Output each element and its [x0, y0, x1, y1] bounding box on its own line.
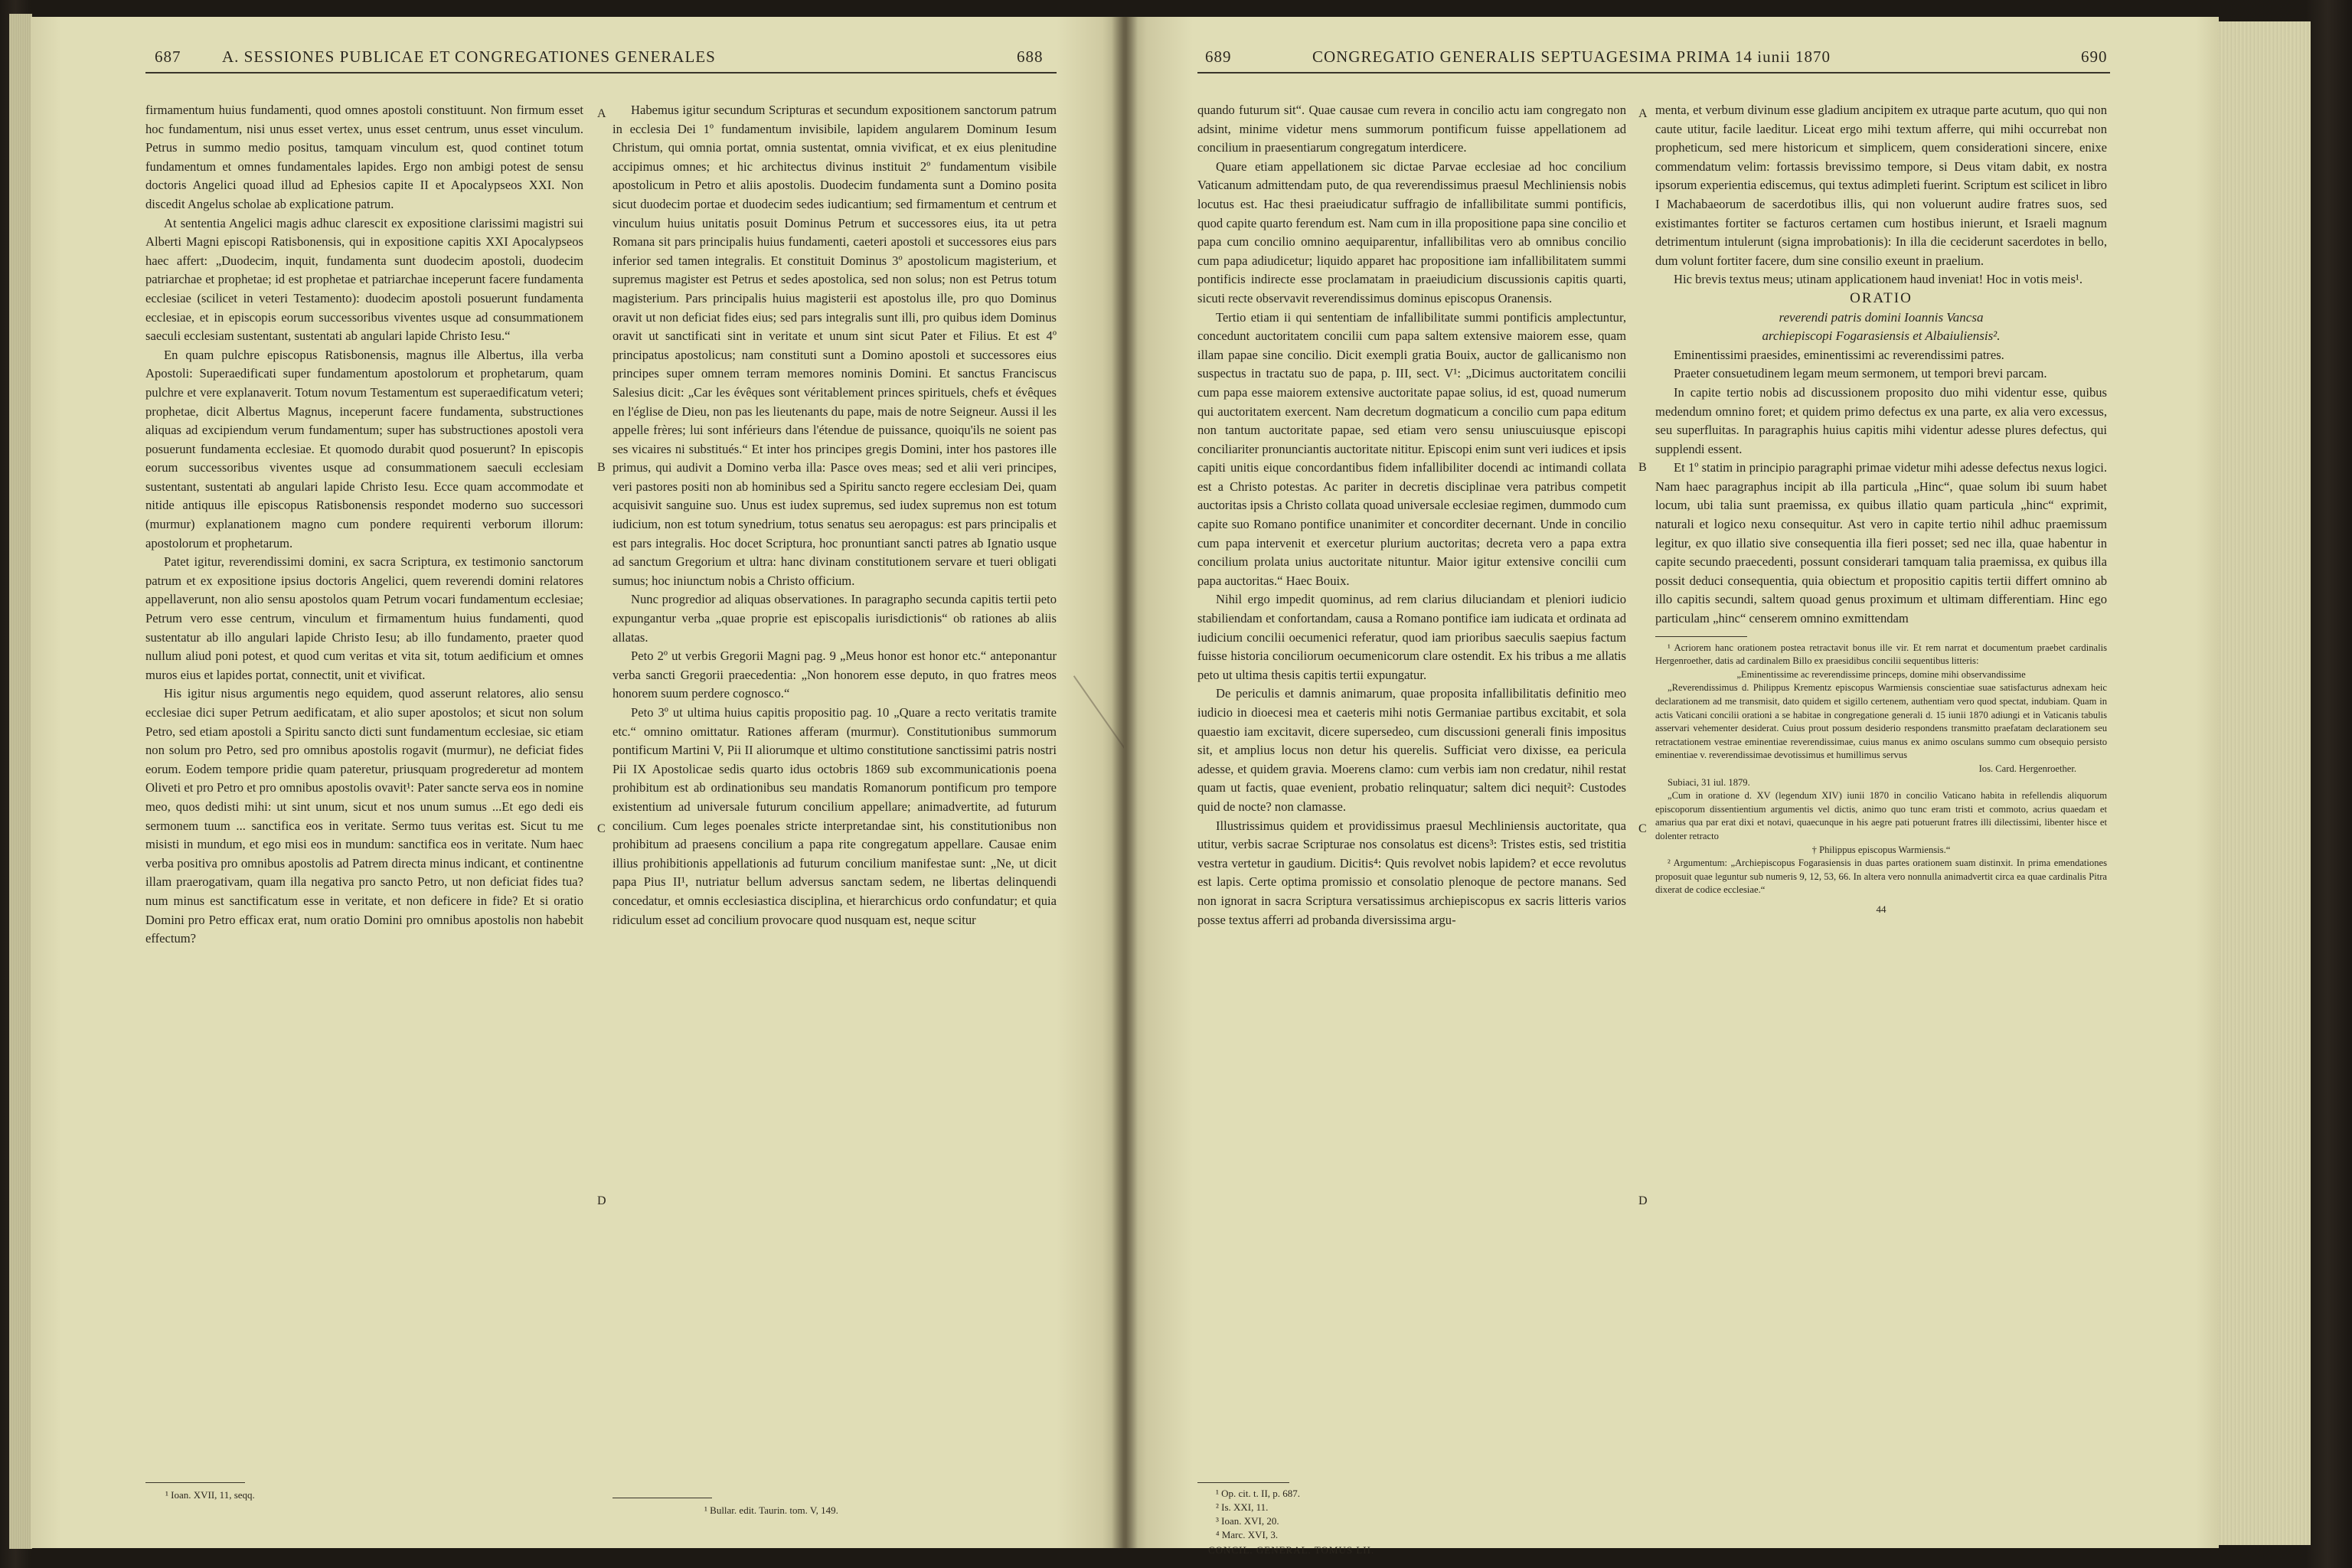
footnote: „Cum in oratione d. XV (legendum XIV) iunii 1870 in concilio Vaticano habita in refellendis aliquorum episcoporum dissentientium argumentis vel dictis, animo quo tunc eram tristi et commoto, acrius quaedam et amarius qua par erat dixi et notavi, quaecunque in his aegre pati potuerunt fratres illi dilectissimi, libenter hisce et dolenter retracto [1655, 790, 2107, 841]
left-column-1 [145, 101, 583, 949]
paragraph: De periculis et damnis animarum, quae proposita infallibilitatis definitio meo iudicio in dioecesi mea et caeteris mihi notis Germaniae partibus excitabit, et sola quaestio iam excitavit, dicere supersedeo, cum discussioni generali finis impositus sit, et amplius locus non detur his querelis. Sufficiat vero dixisse, ea pericula adesse, et quidem gravia. Moerens clamo: cum verbis iam non credatur, nihil restat quam ut factis, quae evenient, probatio relinquatur; saltem dici nequit²: Custodes quid de nocte? non clamasse. [1197, 686, 1626, 814]
margin-letter-b: B [1638, 461, 1647, 474]
left-col1-footnote-rule [145, 1482, 245, 1483]
footnote: ⁴ Marc. XVI, 3. [1216, 1529, 1279, 1540]
right-page-number-2: 690 [2081, 47, 2108, 66]
margin-letter-c: C [597, 822, 606, 835]
left-col2-footnote: ¹ Bullar. edit. Taurin. tom. V, 149. [704, 1504, 838, 1516]
right-column-2 [1579, 101, 2107, 920]
oratio-subheading-1: reverendi patris domini Ioannis Vancsa [1779, 309, 1984, 325]
margin-letter-a: A [1638, 107, 1648, 120]
paragraph: Quare etiam appellationem sic dictae Parvae ecclesiae ad hoc concilium Vaticanum admittendam puto, de qua reverendissimus praesul Mechliniensis nobis locutus est. Hac thesi praeiudicatur suffragio de infallibilitate summi pontificis, quod capite quarto ferendum est. Nam cum in illa propositione papa sine concilio et papa cum concilio omnino aequiparentur, infallibilitas vero ab omnibus concilio cum papa adiudicetur; liquido apparet hac propositione iam infallibilitatem summi pontificis indirecte esse proclamatam in praeiudicium discussionis capitis quarti, sicuti recte observavit reverendissimus dominus episcopus Oranensis. [1197, 158, 1626, 305]
left-head-rule [145, 72, 1057, 74]
right-page-edges [2219, 21, 2311, 1545]
left-page-number-2: 688 [1017, 47, 1044, 66]
paragraph: Peto 2º ut verbis Gregorii Magni pag. 9 „Meus honor est honor etc.“ anteponantur verba sancti Gregorii praecedentia: „Non honorem esse deputo, in quo fratres meos honorem suum perdere cognosco.“ [612, 648, 1057, 701]
paragraph: Hic brevis textus meus; utinam applicationem haud inveniat! Hoc in votis meis¹. [1674, 272, 2083, 287]
footnote: „Reverendissimus d. Philippus Krementz episcopus Warmiensis conscientiae suae satisfacturus adnexam heic declarationem ad me transmisit, dato quidem et sigillo certenem, authentiam vero quod spectat, indubiam. Quam in actis Vaticani concilii orationi a se habitae in congregatione generali d. 15 iunii 1870 adiungi et in Vaticanis tabulis asservari vehementer desiderat. Cuius prout possum desiderio respondens transmitto praefatam declarationem seu retractationem vestrae eminentiae reverendissimae, cuius manus ex animo osculans summo cum obsequio persisto eminentiae v. reverendissimae devotissimus et humillimus servus [1655, 682, 2107, 761]
margin-letter-a: A [597, 107, 606, 120]
footnote-signature: Ios. Card. Hergenroether. [1978, 763, 2076, 774]
paragraph: Habemus igitur secundum Scripturas et secundum expositionem sanctorum patrum in ecclesia Dei 1º fundamentum invisibile, lapidem angularem Dominum Iesum Christum, qui omnia portat, omnia sustentat, omnia vivificat, et ex eius plenitudine accipimus omnes; et hic architectus divinus instituit 2º fundamentum visibile apostolicum in Petro et aliis apostolis. Duodecim fundamenta sunt a Domino posita sicut duodecim portae et duodecim sedes iudicantium; sed firmamentum et centrum et vinculum huius unitatis posuit Dominus Petrum et successores eius, ita ut petra Romana sit pars principalis huius fundamenti, caeteri apostoli et successores eius pars inferior sed tamen integralis. Et constituit Dominus 3º apostolicum magisterium, et supremus magister est Petrus et sedes apostolica, sed non solus; non est Petrus totum magisterium. Pars principalis huius magisterii est apostolus ille, pro quo Dominus oravit ut non deficiat fides eius; sed pars integralis sunt illi, pro quibus idem Dominus oravit ut sanctificati sint in veritate et unum sint sicut Pater et Filius. Et est 4º principatus apostolicus; nam constituti sunt a Domino apostoli et successores eius principes super omnem terram memores nominis Domini. Et sanctus Franciscus Salesius dicit: „Car les évêques sont véritablement princes spirituels, chefs et évêques en l'église de Dieu, non pas les lieutenants du pape, mais de notre Seigneur. Aussi il les appelle frères; lui sont inférieurs dans l'étendue de puissance, quoiqu'ils ne soient pas ses vicaires ni substitués.“ Et inter hos principes gregis Domini, inter hos pastores ille primus, qui audivit a Domino verba illa: Pasce oves meas; sed et alii veri principes, veri pastores positi non ab hominibus sed a Spiritu sancto regere ecclesiam Dei, quam acquisivit sanguine suo. Unus est iudex supremus, sed iudex supremus non est totum iudicium, non est totum synedrium, totus senatus seu aeropagus: est pars principalis et est pars integralis. Hoc docet Scriptura, hoc pronuntiant sancti patres ab Ignatio usque ad sanctum Gregorium et ultra: hanc divinam constitutionem servare et tueri obligati sumus; hoc iniunctum nobis a Christo officium. [612, 103, 1057, 588]
paragraph: Praeter consuetudinem legam meum sermonem, ut tempori brevi parcam. [1674, 366, 2047, 381]
paragraph: quando futurum sit“. Quae causae cum revera in concilio actu iam congregato non adsint, minime videtur mens summorum pontificum fuisse appellationem ad concilium in praesentiarum congregatum interdicere. [1197, 103, 1626, 155]
right-column-1 [1197, 101, 1626, 929]
right-page-number-1: 689 [1205, 47, 1232, 66]
right-col1-footnotes [1216, 1487, 1300, 1542]
footnote-date: Subiaci, 31 iul. 1879. [1668, 776, 1750, 788]
paragraph: firmamentum huius fundamenti, quod omnes apostoli constituunt. Non firmum esset hoc fundamentum, nisi unus esset vertex, unus esset centrum, unus esset vinculum. Petrus in summo medio positus, tamquam vinculum est, quod continet totum fundamentum et omnes fundamentales lapides. Ergo non ambigi potest de sensu doctoris Angelici quoad illud ad Ephesios capite II et Apocalypseos XXI. Non discedit Angelus scholae ab explicatione patrum. [145, 103, 583, 211]
footnote: ² Is. XXI, 11. [1216, 1501, 1269, 1513]
sheet-number: 44 [1876, 903, 1886, 915]
paragraph: At sententia Angelici magis adhuc clarescit ex expositione clarissimi magistri sui Alberti Magni episcopi Ratisbonensis, qui in expositione capitis XXI Apocalypseos haec affert: „Duodecim, inquit, fundamenta sunt duodecim apostoli, duodecim patriarchae et prophetae; id est prophetae et patriarchae inceperunt facere fundamenta ecclesiae (scilicet in veteri Testamento): duodecim apostoli posuerunt fundamenta ecclesiae, et in episcopis eorum successoribus viventes usque ad consummationem saeculi ecclesiam sustentant, sustentati ab angulari lapide Christo Iesu.“ [145, 215, 583, 344]
paragraph: Peto 3º ut ultima huius capitis propositio pag. 10 „Quare a recto veritatis tramite etc.“ omnino omittatur. Rationes afferam (murmur). Constitutionibus summorum pontificum Martini V, Pii II aliorumque et ultimo constitutione sanctissimi patris nostri Pii IX Apostolicae sedis quarto idus octobris 1869 sub excommunicationis poena prohibitum est ab ordinationibus seu mandatis Romanorum pontificum pro tempore existentium ad universale futurum concilium appellare; animadvertite, ad futurum concilium. Cum leges poenales stricte interpretandae sint, his constitutionibus non prohibitum ad praesens concilium a papa rite congregatum appellare. Causae enim illius prohibitionis appellationis ad futurum concilium manifestae sunt: „Ne, ut dicit papa Pius II¹, nutriatur bellum adversus sanctam sedem, ne libertas delinquendi concedatur, et omnis ecclesiastica disciplina, et hierarchicus ordo confundatur; et quia ridiculum esset ad concilium provocare quod nusquam est, neque scitur [612, 705, 1057, 927]
footnote: ¹ Op. cit. t. II, p. 687. [1216, 1488, 1301, 1499]
footnote: ² Argumentum: „Archiepiscopus Fogarasiensis in duas partes orationem suam distinxit. In prima emendationes proposuit quae leguntur sub numeris 9, 12, 53, 66. In altera vero nonnulla animadvertit circa ea quae cardinalis Pitra dixerat de codice ecclesiae.“ [1655, 858, 2107, 896]
margin-letter-d: D [597, 1194, 606, 1207]
right-running-title: CONGREGATIO GENERALIS SEPTUAGESIMA PRIMA 14 iunii 1870 [1312, 47, 1831, 66]
paragraph: Tertio etiam ii qui sententiam de infallibilitate summi pontificis amplectuntur, concedunt auctoritatem concilii cum papa saltem extensive maiorem esse, quam illam papae sine concilio. Dicit exempli gratia Bouix, auctor de gallicanismo non suspectus in tractatu suo de papa, p. III, sect. V¹: „Dicimus auctoritatem concilii cum papa esse maiorem extensive auctoritate papae solius, id est, quoad numerum qui auctoritatem exercent. Nam decretum dogmaticum a concilio cum papa editum non tantum auctoritate papae, sed etiam vero sensu uniuscuiusque episcopi conciliariter pronunciantis auctoritate nititur. Episcopi enim sunt veri iudices et ipsis capiti unitis eique concordantibus fidem infallibiliter docendi ac intimandi collata est a Christo potestas. Ac pariter in decretis disciplinae vera patribus competit auctoritas ipsis a Christo collata quoad universale ecclesiae regimen, dummodo cum capite suo Romano pontifice unanimiter et concorditer decernant. Unde in concilio cum papa intervenit et exercetur plurium auctoritas; decreta vero a papa extra concilium prolata unius auctoritate nituntur. Maior igitur extensive concilii cum papa auctoritas.“ Haec Bouix. [1197, 309, 1626, 588]
right-head-rule [1197, 72, 2110, 74]
paragraph: Nunc progredior ad aliquas observationes. In paragrapho secunda capitis tertii peto expungantur verba „quae proprie est episcopalis iurisdictionis“ ob rationes ab aliis allatas. [612, 592, 1057, 645]
footnote: ¹ Acriorem hanc orationem postea retractavit bonus ille vir. Et rem narrat et documentum praebet cardinalis Hergenroether, datis ad cardinalem Billo ex praesidibus concilii sequentibus litteris: [1655, 642, 2107, 667]
right-col1-footnote-rule [1197, 1482, 1289, 1483]
oratio-subheading-2: archiepiscopi Fogarasiensis et Albaiuliensis². [1762, 328, 2001, 344]
paragraph: Illustrissimus quidem et providissimus praesul Mechliniensis auctoritate, qua utitur, verbis sacrae Scripturae nos consolatus est dicens³: Tristes estis, sed tristitia vestra vertetur in gaudium. Dicitis⁴: Quis revolvet nobis lapidem? et ecce revolutus est lapis. Certe optima promissio et consolatio plenoque de pectore manans. Sed non ignorat in sacra Scriptura versatissimus archiepiscopus ex sacris litteris varios posse textus afferri ad probanda diversissima argu- [1197, 818, 1626, 927]
margin-letter-d: D [1638, 1194, 1648, 1207]
margin-letter-c: C [1638, 822, 1647, 835]
paragraph: Patet igitur, reverendissimi domini, ex sacra Scriptura, ex testimonio sanctorum patrum et ex expositione ipsius doctoris Angelici, quem reverendi domini relatores appellaverunt, non alio sensu apostolos quam Petrum vocari fundamentum ecclesiae; Petrum vero esse centrum, vinculum et firmamentum huius fundamenti, quod sustentatur ab illo angulari lapide Christo Iesu; ab illo fundamento, praeter quod nullum aliud poni potest, et quod cum veritas et vita sit, totum aedificium et omnes muros eius et lapides portat, connectit, unit et vivificat. [145, 554, 583, 682]
footnote: ³ Ioan. XVI, 20. [1216, 1515, 1279, 1527]
left-col1-footnote: ¹ Ioan. XVII, 11, seqq. [165, 1489, 255, 1501]
footnote-signature: † Philippus episcopus Warmiensis.“ [1811, 844, 1951, 855]
oratio-heading: ORATIO [1850, 289, 1913, 306]
paragraph: Et 1º statim in principio paragraphi primae videtur mihi adesse defectus nexus logici. Nam haec paragraphus incipit ab illa particula „Hinc“, quae solum ibi suum habet locum, ubi talia sunt praemissa, ex quibus illatio quam particula „hinc“ exprimit, naturali et logico nexu consequitur. Ast vero in capite tertio nihil adhuc praemissum legitur, ex quo illatio sive consequentia illa fieri posset; sed nec illa, quae habentur in capite secundo praecedenti, possunt considerari tamquam talia praemissa, ex quibus illa possit deduci consequentia, quia obiectum et propositio capitis tertii differt omnino ab illo capitis secundi, saltem quoad genus proximum et ultimam differentiam. Hinc ego particulam „hinc“ censerem omnino exmittendam [1655, 460, 2107, 626]
right-page [1124, 17, 2219, 1556]
paragraph: Eminentissimi praesides, eminentissimi ac reverendissimi patres. [1674, 347, 2004, 362]
signature-line: CONCIL. GENERAL. TOMUS LII. [1208, 1544, 1375, 1556]
left-page-edges [9, 14, 32, 1549]
footnote: „Eminentissime ac reverendissime princeps, domine mihi observandissime [1736, 668, 2026, 680]
paragraph: Nihil ergo impedit quominus, ad rem clarius diluciandam et pleniori iudicio stabiliendam et confortandam, causa a Romano pontifice iam iudicata et ordinata ad iudicium concilii oecumenici referatur, quod iam prioribus saeculis saepius factum fuisse historia conciliorum oecumenicorum clare ostendit. Ex his tribus a me allatis peto ut ultima thesis capitis tertii expungatur. [1197, 592, 1626, 682]
left-page [31, 17, 1124, 1548]
left-page-number-1: 687 [155, 47, 181, 66]
paragraph: In capite tertio nobis ad discussionem proposito duo mihi videntur esse, quibus medendum omnino foret; et quidem primo defectus ex una parte, ex alia vero excessus, seu superfluitas. In paragraphis huius capitis mihi videntur adesse plures defectus, qui supplendi essent. [1655, 384, 2107, 456]
right-col2-footnotes [1655, 642, 2107, 897]
left-running-title: A. SESSIONES PUBLICAE ET CONGREGATIONES GENERALES [222, 47, 716, 66]
left-column-2 [612, 101, 1057, 929]
right-col2-footnote-rule [1655, 636, 1747, 637]
paragraph: menta, et verbum divinum esse gladium ancipitem ex utraque parte acutum, quo qui non caute utitur, facile laeditur. Liceat ergo mihi textum afferre, qui mihi occurrebat non propheticum, sed mere historicum et simplicem, quem considerationi sincere, enixe commendatum velim: fortassis brevissimo tempore, si Deus vitam dabit, ex nostra ipsorum experientia ediscemus, qui textus adimpleti fuerint. Scriptum est scilicet in libro I Machabaeorum de sacerdotibus illis, qui non voluerunt audire fratres suos, sed existimantes fortiter se facturos certamen cum hostibus inierunt, et Israeli magnum detrimentum intulerunt (signa improbationis): In illa die ceciderunt sacerdotes in bello, dum volunt fortiter facere, dum sine consilio exeunt in praelium. [1655, 103, 2107, 268]
margin-letter-b: B [597, 461, 606, 474]
book-gutter-shadow [1112, 17, 1138, 1548]
paragraph: His igitur nisus argumentis nego equidem, quod asserunt relatores, alio sensu ecclesiae dici super Petrum aedificatam, et alio super apostolos; et sicut non solum Petro, sed etiam apostoli a Spiritu sancto dicti sunt fundamentum ecclesiae, sic etiam non solum pro Petro, sed pro omnibus apostolis rogavit (murmur), ne deficiat fides eorum. Eodem tempore pridie quam pateretur, priusquam progrederetur ad montem Oliveti et pro Petro et pro omnibus apostolis ovavit¹: Pater sancte serva eos in nomine meo, quos dedisti mihi: ut sint unum, sicut et nos unum sumus ...Et ego dedi eis sermonem tuum ... sanctifica eos in veritate. Sermo tuus veritas est. Sicut tu me misisti in mundum, et ego misi eos in mundum: sanctifica eos in veritate. Num haec verba positiva pro omnibus apostolis ad Patrem directa minus indicant, et continentne illam praerogativam, quam illa negativa pro sancto Petro, ut non deficiat fides tua? num minus est sanctificatum esse in veritate, et non deficere in fide? Et si oratio Domini pro Petro efficax erat, num oratio Domini pro omnibus apostolis non habebit effectum? [145, 686, 583, 946]
paragraph: En quam pulchre episcopus Ratisbonensis, magnus ille Albertus, illa verba Apostoli: Superaedificati super fundamentum apostolorum et prophetarum, quam pulchre et vere explanaverit. Totum novum Testamentum est superaedificatum veteri; prophetae, dicit Albertus Magnus, inceperunt facere fundamenta, substructiones aliquas ad excipiendum verum fundamentum; super has substructiones apostoli vera posuerunt fundamenta ecclesiae. Et quomodo durabit quod posuerunt? In episcopis eorum successoribus viventes usque ad consummationem saeculi ecclesiam sustentant, sustentati ab angulari lapide Christo Iesu. Ecce quam accommodate et nitide antiquus ille episcopus Ratisbonensis respondet moderno suo successori (murmur) explanationem magno cum pondere requirenti verborum illorum: apostolorum et prophetarum. [145, 347, 583, 550]
